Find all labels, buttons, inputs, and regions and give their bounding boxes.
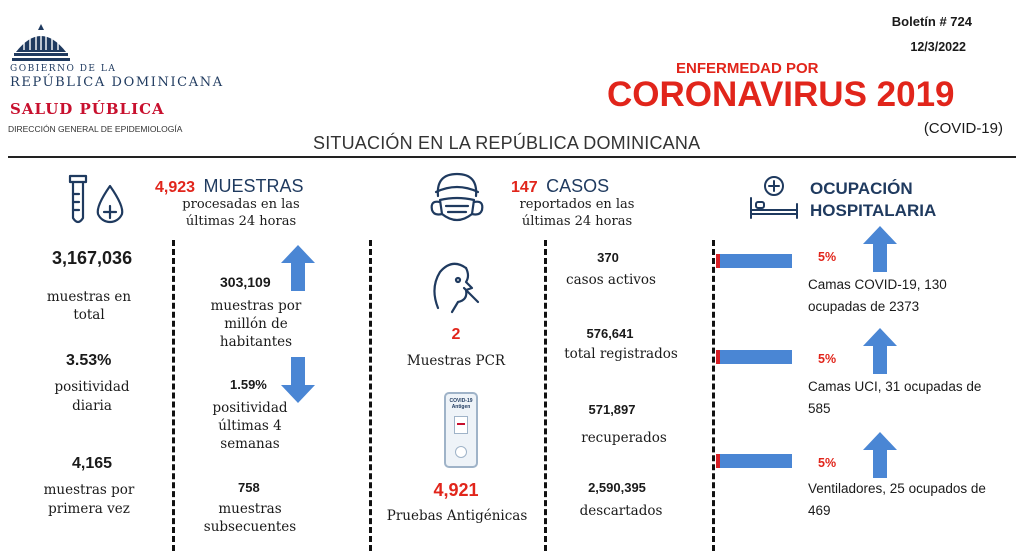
pcr-label: Muestras PCR xyxy=(406,353,506,369)
occupancy-label-1: Camas COVID-19, 130 ocupadas de 2373 xyxy=(808,277,947,314)
pos-4-semanas-label: positividad últimas 4 semanas xyxy=(212,400,288,452)
registrados-label: total registrados xyxy=(564,346,678,362)
subsecuentes-value: 758 xyxy=(238,480,260,495)
ocupacion-title: OCUPACIÓN HOSPITALARIA xyxy=(810,179,937,220)
occupancy-label-3: Ventiladores, 25 ocupados de 469 xyxy=(808,481,986,518)
gov-logo xyxy=(8,22,268,140)
pos-4-semanas-value: 1.59% xyxy=(230,377,267,392)
activos-label: casos activos xyxy=(566,272,656,288)
test-tube-icon xyxy=(66,172,130,230)
muestras-headline-desc: procesadas en las últimas 24 horas xyxy=(182,197,300,229)
occupancy-bar-3 xyxy=(716,454,792,468)
divider-3 xyxy=(544,240,547,551)
divider-4 xyxy=(712,240,715,551)
positividad-diaria-value: 3.53% xyxy=(66,352,112,369)
subsecuentes-label: muestras subsecuentes xyxy=(203,501,297,535)
primera-vez-label: muestras por primera vez xyxy=(43,482,135,517)
antigen-test-icon xyxy=(444,392,478,468)
title-big-year: 2019 xyxy=(876,75,955,114)
directorate-name: DIRECCIÓN GENERAL DE EPIDEMIOLOGÍA xyxy=(8,124,183,134)
title-small: ENFERMEDAD POR xyxy=(676,60,819,77)
casos-headline-desc: reportados en las últimas 24 horas xyxy=(519,197,635,229)
divider-1 xyxy=(172,240,175,551)
muestras-headline xyxy=(155,176,304,197)
positividad-diaria-label: positividad diaria xyxy=(54,379,130,414)
muestras-total-value: 3,167,036 xyxy=(52,248,133,268)
pcr-value: 2 xyxy=(451,326,461,343)
occupancy-percent-3: 5% xyxy=(818,456,837,470)
page-subtitle: SITUACIÓN EN LA REPÚBLICA DOMINICANA xyxy=(313,133,701,153)
occupancy-percent-2: 5% xyxy=(818,352,837,366)
antigen-label: Pruebas Antigénicas xyxy=(386,508,528,524)
occupancy-bar-1 xyxy=(716,254,792,268)
descartados-label: descartados xyxy=(579,503,663,519)
bulletin-date: 12/3/2022 xyxy=(910,40,966,54)
arrow-up-icon xyxy=(863,432,897,478)
casos-headline xyxy=(511,176,609,197)
recuperados-label: recuperados xyxy=(581,430,667,446)
activos-value: 370 xyxy=(597,250,619,265)
muestras-headline-label: MUESTRAS xyxy=(203,176,304,196)
arrow-up-icon xyxy=(863,328,897,374)
divider-2 xyxy=(369,240,372,551)
ministry-name: SALUD PÚBLICA xyxy=(10,100,165,118)
occupancy-bar-2 xyxy=(716,350,792,364)
primera-vez-value: 4,165 xyxy=(72,455,113,472)
por-millon-value: 303,109 xyxy=(220,274,271,290)
header-divider xyxy=(8,156,1016,158)
title-big xyxy=(607,75,955,115)
coat-of-arms-icon xyxy=(10,22,72,62)
gov-line2: REPÚBLICA DOMINICANA xyxy=(10,75,224,90)
antigen-window xyxy=(454,416,468,434)
nasal-swab-icon xyxy=(428,258,484,316)
muestras-total-label: muestras en total xyxy=(46,289,132,323)
face-mask-icon xyxy=(426,170,488,230)
bulletin-number: Boletín # 724 xyxy=(891,14,972,29)
antigen-well xyxy=(455,446,467,458)
casos-headline-number: 147 xyxy=(511,179,538,196)
arrow-up-icon xyxy=(281,245,315,291)
hospital-bed-icon xyxy=(748,174,800,220)
registrados-value: 576,641 xyxy=(586,326,634,341)
casos-headline-label: CASOS xyxy=(546,176,610,196)
antigen-value: 4,921 xyxy=(433,480,479,500)
occupancy-percent-1: 5% xyxy=(818,250,837,264)
title-big-word: CORONAVIRUS xyxy=(607,75,867,114)
muestras-headline-number: 4,923 xyxy=(155,179,196,196)
por-millon-label: muestras por millón de habitantes xyxy=(210,298,302,350)
occupancy-label-2: Camas UCI, 31 ocupadas de 585 xyxy=(808,379,982,416)
gov-line1: GOBIERNO DE LA xyxy=(10,64,117,74)
arrow-up-icon xyxy=(863,226,897,272)
antigen-kit-label: COVID-19 Antigen xyxy=(449,398,473,410)
arrow-down-icon xyxy=(281,357,315,403)
recuperados-value: 571,897 xyxy=(588,402,636,417)
title-tag: (COVID-19) xyxy=(923,120,1003,137)
descartados-value: 2,590,395 xyxy=(588,480,646,495)
